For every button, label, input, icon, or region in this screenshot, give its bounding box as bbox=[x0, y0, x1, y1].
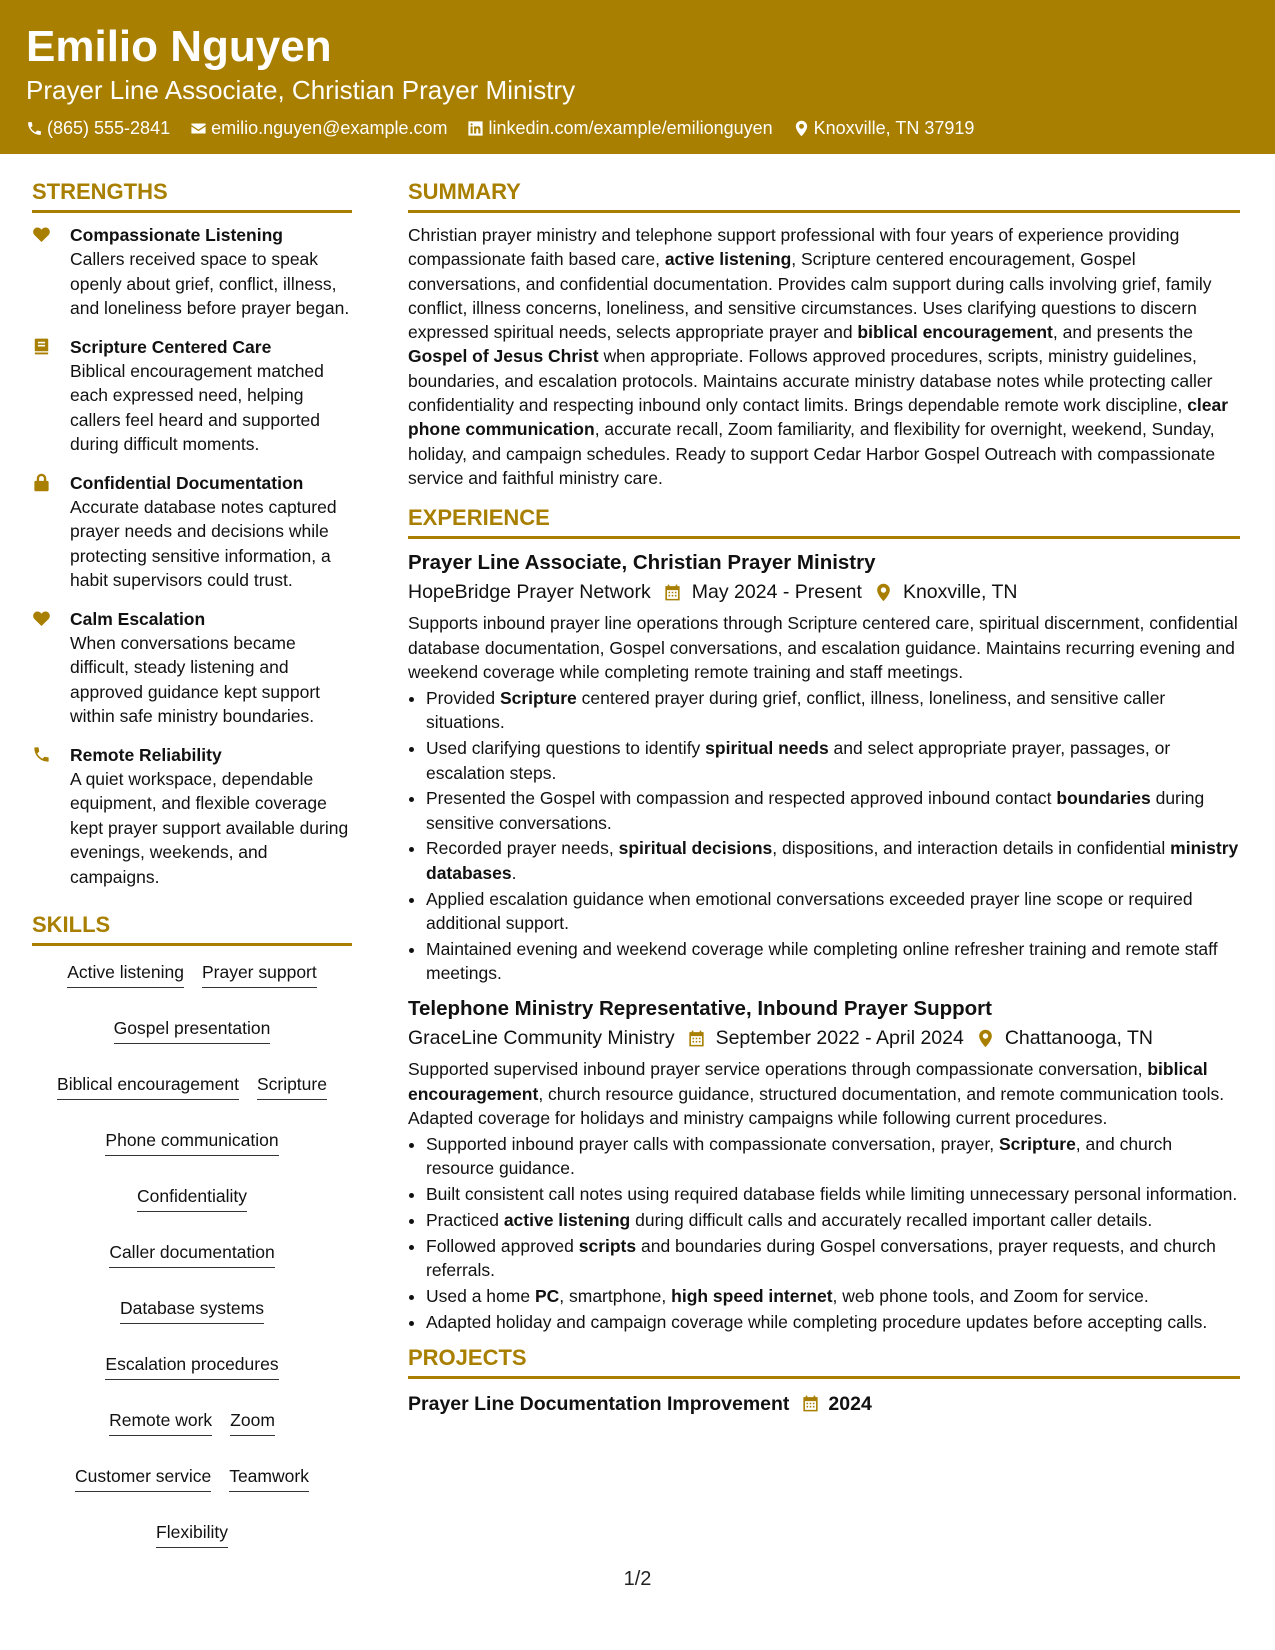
text-segment: Practiced bbox=[426, 1210, 504, 1230]
skill-tag: Confidentiality bbox=[137, 1184, 247, 1212]
text-segment: spiritual decisions bbox=[618, 838, 773, 859]
linkedin-icon bbox=[467, 120, 484, 137]
job-title: Prayer Line Associate, Christian Prayer Ministry bbox=[408, 551, 876, 575]
skill-tag: Active listening bbox=[67, 960, 184, 988]
calendar-icon-wrap bbox=[687, 1029, 706, 1048]
text-segment: Gospel of Jesus Christ bbox=[408, 346, 599, 367]
strengths-list bbox=[32, 223, 352, 889]
job-bullet bbox=[426, 786, 1240, 835]
strength-item bbox=[32, 743, 352, 890]
job-bullet bbox=[426, 736, 1240, 785]
job-bullets bbox=[408, 686, 1240, 985]
phone-icon bbox=[32, 745, 51, 764]
job-bullet bbox=[426, 1310, 1240, 1334]
projects-list bbox=[408, 1389, 1240, 1419]
skill-tag: Teamwork bbox=[229, 1464, 309, 1492]
skill-tag: Scripture bbox=[257, 1072, 327, 1100]
calendar-icon bbox=[663, 583, 682, 602]
text-segment: Used clarifying questions to identify bbox=[426, 738, 706, 759]
job-bullet bbox=[426, 1284, 1240, 1308]
contact-linkedin[interactable] bbox=[467, 116, 772, 140]
candidate-role: Prayer Line Associate, Christian Prayer Ministry bbox=[26, 75, 576, 105]
contact-location bbox=[793, 116, 975, 140]
candidate-name: Emilio Nguyen bbox=[26, 22, 332, 71]
job-bullets bbox=[408, 1132, 1240, 1334]
text-segment: clear phone communication bbox=[408, 395, 1229, 440]
strength-title: Calm Escalation bbox=[70, 608, 206, 629]
strength-text bbox=[70, 335, 352, 457]
skill-tag: Flexibility bbox=[156, 1520, 228, 1548]
text-segment: Adapted holiday and campaign coverage while completing procedure updates before accepting calls. bbox=[426, 1311, 1208, 1332]
job-title: Telephone Ministry Representative, Inbound Prayer Support bbox=[408, 997, 992, 1021]
text-segment: boundaries bbox=[1056, 788, 1151, 809]
contact-phone bbox=[26, 116, 170, 140]
strength-description: A quiet workspace, dependable equipment, and flexible coverage kept prayer support available during evenings, weekends, and campaigns. bbox=[70, 768, 349, 887]
text-segment: Followed approved bbox=[426, 1235, 579, 1256]
text-segment: spiritual needs bbox=[705, 738, 829, 759]
skills-section bbox=[32, 911, 352, 1548]
skill-tag: Customer service bbox=[75, 1464, 211, 1492]
skill-list bbox=[32, 956, 352, 1548]
experience-list bbox=[408, 549, 1240, 1334]
text-segment: biblical encouragement bbox=[857, 322, 1053, 343]
strength-description: Accurate database notes captured prayer needs and decisions while protecting sensitive information, a habit supervisors could trust. bbox=[70, 496, 337, 590]
skill-tag: Escalation procedures bbox=[105, 1352, 278, 1380]
text-segment: , and church resource guidance. bbox=[426, 1134, 1173, 1179]
text-segment: . bbox=[511, 862, 517, 883]
job-location: Knoxville, TN bbox=[902, 581, 1018, 604]
text-segment: Christian prayer ministry and telephone support professional with four years of experience providing compassionate faith based care, bbox=[408, 225, 1180, 270]
text-segment: , Scripture centered encouragement, Gospel conversations, and confidential documentation. Provides calm support during calls involving grief, family conflict, illness concerns, loneliness, and sensitive circumstances. Uses clarifying questions to discern expressed spiritual needs, selects appropriate prayer and bbox=[408, 249, 1212, 343]
text-segment: Scripture bbox=[499, 688, 577, 709]
text-segment: and select appropriate prayer, passages, or escalation steps. bbox=[426, 738, 1171, 783]
text-segment: Built consistent call notes using required database fields while limiting unnecessary personal information. bbox=[426, 1184, 1238, 1205]
strength-text bbox=[70, 223, 352, 321]
linkedin-link[interactable]: linkedin.com/example/emilionguyen bbox=[488, 118, 773, 138]
strength-icon-wrap bbox=[32, 335, 70, 457]
map-pin-icon-wrap bbox=[874, 583, 893, 602]
text-segment: active listening bbox=[503, 1210, 631, 1230]
projects-heading: PROJECTS bbox=[408, 1344, 1240, 1379]
skill-tag: Phone communication bbox=[105, 1128, 278, 1156]
text-segment: Supports inbound prayer line operations through Scripture centered care, spiritual discernment, confidential database documentation, Gospel conversations, and escalation guidance. Maintains recurring evening and weekend coverage while completing remote training and staff meetings. bbox=[408, 613, 1238, 682]
skill-tag: Gospel presentation bbox=[114, 1016, 271, 1044]
text-segment: ministry databases bbox=[426, 838, 1239, 883]
job-entry bbox=[408, 995, 1240, 1334]
job-bullet bbox=[426, 836, 1240, 885]
text-segment: during difficult calls and accurately recalled important caller details. bbox=[630, 1210, 1153, 1230]
envelope-icon bbox=[190, 120, 207, 137]
text-segment: Supported supervised inbound prayer service operations through compassionate conversation, bbox=[408, 1059, 1148, 1080]
text-segment: Used a home bbox=[426, 1285, 535, 1306]
job-organization: GraceLine Community Ministry bbox=[408, 1027, 675, 1050]
book-icon bbox=[32, 337, 51, 356]
text-segment: scripts bbox=[578, 1235, 637, 1256]
strength-text bbox=[70, 743, 352, 890]
job-description bbox=[408, 611, 1240, 684]
text-segment: and boundaries during Gospel conversations, prayer requests, and church referrals. bbox=[426, 1235, 1216, 1281]
strength-item bbox=[32, 223, 352, 321]
right-column bbox=[408, 178, 1240, 1419]
text-segment: Scripture bbox=[998, 1134, 1076, 1155]
skill-tag: Remote work bbox=[109, 1408, 212, 1436]
lock-icon bbox=[32, 473, 51, 492]
text-segment: , smartphone, bbox=[559, 1285, 672, 1306]
text-segment: , web phone tools, and Zoom for service. bbox=[832, 1285, 1149, 1306]
text-segment: centered prayer during grief, conflict, illness, loneliness, and sensitive caller situations. bbox=[426, 688, 1166, 733]
job-entry bbox=[408, 549, 1240, 985]
text-segment: Provided bbox=[426, 688, 500, 709]
skill-tag: Prayer support bbox=[202, 960, 317, 988]
job-organization: HopeBridge Prayer Network bbox=[408, 581, 651, 604]
map-pin-icon bbox=[874, 583, 893, 602]
calendar-icon-wrap bbox=[663, 583, 682, 602]
text-segment: Applied escalation guidance when emotional conversations exceeded prayer line scope or required additional support. bbox=[426, 888, 1193, 933]
job-bullet bbox=[426, 1208, 1240, 1232]
strength-title: Compassionate Listening bbox=[70, 225, 283, 245]
job-bullet bbox=[426, 887, 1240, 936]
text-segment: biblical encouragement bbox=[408, 1059, 1208, 1104]
text-segment: active listening bbox=[664, 249, 792, 270]
project-year: 2024 bbox=[828, 1392, 872, 1415]
phone-icon bbox=[26, 120, 43, 137]
project-entry bbox=[408, 1389, 1240, 1419]
strengths-heading: STRENGTHS bbox=[32, 178, 352, 213]
phone-text: (865) 555-2841 bbox=[47, 118, 171, 138]
map-pin-icon bbox=[976, 1029, 995, 1048]
job-dates: May 2024 - Present bbox=[691, 581, 862, 604]
text-segment: Supported inbound prayer calls with compassionate conversation, prayer, bbox=[426, 1134, 999, 1155]
text-segment: , dispositions, and interaction details in confidential bbox=[772, 838, 1171, 859]
job-bullet bbox=[426, 1234, 1240, 1283]
text-segment: , accurate recall, Zoom familiarity, and flexibility for overnight, weekend, Sunday, holiday, and campaign schedules. Ready to support Cedar Harbor Gospel Outreach with compassionate service and faithful ministry care. bbox=[408, 419, 1216, 488]
summary-heading: SUMMARY bbox=[408, 178, 1240, 213]
contact-email[interactable] bbox=[190, 116, 447, 140]
job-meta bbox=[408, 1023, 1240, 1053]
heart-icon bbox=[32, 225, 51, 244]
job-bullet bbox=[426, 1132, 1240, 1181]
text-segment: during sensitive conversations. bbox=[426, 788, 1205, 833]
calendar-icon bbox=[801, 1394, 820, 1413]
strength-title: Remote Reliability bbox=[70, 744, 222, 765]
strength-description: Biblical encouragement matched each expressed need, helping callers feel heard and supported during difficult moments. bbox=[70, 360, 324, 454]
skill-tag: Biblical encouragement bbox=[57, 1072, 239, 1100]
strength-description: Callers received space to speak openly about grief, conflict, illness, and loneliness before prayer began. bbox=[70, 249, 350, 318]
text-segment: PC bbox=[534, 1285, 560, 1306]
strength-text bbox=[70, 607, 352, 729]
page-number: 1/2 bbox=[623, 1568, 652, 1590]
strength-icon-wrap bbox=[32, 607, 70, 729]
strength-title: Confidential Documentation bbox=[70, 472, 304, 493]
location-text: Knoxville, TN 37919 bbox=[813, 118, 975, 138]
job-location: Chattanooga, TN bbox=[1004, 1027, 1153, 1050]
text-segment: , and presents the bbox=[1052, 322, 1193, 343]
experience-heading: EXPERIENCE bbox=[408, 504, 1240, 539]
skills-heading: SKILLS bbox=[32, 911, 352, 946]
strength-description: When conversations became difficult, steady listening and approved guidance kept support within safe ministry boundaries. bbox=[70, 632, 321, 726]
strength-item bbox=[32, 335, 352, 457]
text-segment: Maintained evening and weekend coverage while completing online refresher training and remote staff meetings. bbox=[426, 938, 1218, 983]
strength-text bbox=[70, 471, 352, 593]
heart-icon bbox=[32, 609, 51, 628]
job-meta bbox=[408, 577, 1240, 607]
job-dates: September 2022 - April 2024 bbox=[715, 1027, 964, 1050]
text-segment: when appropriate. Follows approved procedures, scripts, ministry guidelines, boundaries, and escalation protocols. Maintains accurate ministry database notes while protecting caller confidentiality and respecting inbound only contact limits. Brings dependable remote work discipline, bbox=[408, 346, 1213, 416]
text-segment: , church resource guidance, structured documentation, and remote communication tools. Adapted coverage for holidays and ministry campaigns while following current procedures. bbox=[408, 1083, 1225, 1128]
email-link[interactable]: emilio.nguyen@example.com bbox=[211, 118, 448, 138]
summary-paragraph bbox=[408, 223, 1240, 490]
skill-tag: Database systems bbox=[120, 1296, 264, 1324]
strength-item bbox=[32, 471, 352, 593]
skill-tag: Caller documentation bbox=[109, 1240, 274, 1268]
job-bullet bbox=[426, 686, 1240, 735]
job-bullet bbox=[426, 1182, 1240, 1206]
calendar-icon bbox=[687, 1029, 706, 1048]
project-title: Prayer Line Documentation Improvement bbox=[408, 1392, 790, 1415]
map-pin-icon bbox=[793, 120, 810, 137]
strength-icon-wrap bbox=[32, 223, 70, 321]
text-segment: Presented the Gospel with compassion and respected approved inbound contact bbox=[426, 788, 1057, 809]
job-bullet bbox=[426, 937, 1240, 986]
left-column bbox=[32, 178, 352, 1548]
strength-icon-wrap bbox=[32, 743, 70, 890]
map-pin-icon-wrap bbox=[976, 1029, 995, 1048]
resume-header bbox=[0, 0, 1275, 154]
contact-bar bbox=[26, 116, 1249, 140]
calendar-icon-wrap bbox=[801, 1394, 820, 1413]
strength-title: Scripture Centered Care bbox=[70, 336, 272, 357]
strength-item bbox=[32, 607, 352, 729]
text-segment: Recorded prayer needs, bbox=[426, 838, 619, 859]
text-segment: high speed internet bbox=[671, 1285, 833, 1306]
job-description bbox=[408, 1057, 1240, 1130]
skill-tag: Zoom bbox=[230, 1408, 275, 1436]
strength-icon-wrap bbox=[32, 471, 70, 593]
